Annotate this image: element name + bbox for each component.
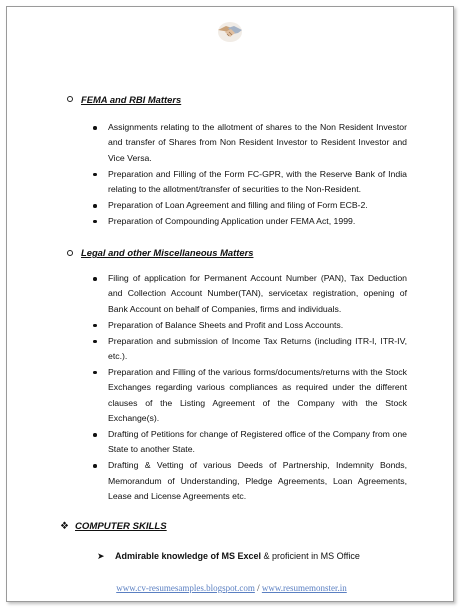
diamond-bullet-icon: ❖ [60, 521, 69, 532]
circle-bullet-icon [67, 250, 73, 256]
list-item: Preparation of Compounding Application under FEMA Act, 1999. [92, 214, 407, 229]
section-title-fema: FEMA and RBI Matters [81, 94, 182, 105]
footer [0, 583, 463, 593]
list-item: Preparation and Filling of the various forms/documents/returns with the Stock Exchanges regarding various compliances as required under the different clauses of the Listing Agreement of the Company with the Stock Exchange(s). [92, 365, 407, 427]
skill-line [115, 551, 360, 561]
arrow-bullet-icon: ➤ [97, 551, 105, 561]
list-item: Assignments relating to the allotment of shares to the Non Resident Investor and transfer of Shares from Non Resident Investor to Resident Investor and Vice Versa. [92, 120, 407, 166]
skill-bold-text: Admirable knowledge of MS Excel [115, 551, 262, 561]
legal-list [92, 271, 407, 505]
handshake-icon [216, 18, 244, 44]
list-item: Drafting & Vetting of various Deeds of Partnership, Indemnity Bonds, Memorandum of Understanding, Pledge Agreements, Loan Agreements, Lease and License Agreements etc. [92, 458, 407, 504]
footer-link-cv-resumesamples[interactable]: www.cv-resumesamples.blogspot.com [116, 583, 255, 593]
footer-link-resumemonster[interactable]: www.resumemonster.in [261, 583, 347, 593]
list-item: Preparation and Filling of the Form FC-GPR, with the Reserve Bank of India relating to the allotment/transfer of securities to the Non-Resident. [92, 167, 407, 198]
section-title-legal: Legal and other Miscellaneous Matters [81, 247, 254, 258]
list-item: Drafting of Petitions for change of Registered office of the Company from one State to another State. [92, 427, 407, 458]
list-item: Filing of application for Permanent Account Number (PAN), Tax Deduction and Collection Account Number(TAN), servicetax registration, opening of Bank Account on behalf of Companies, firms and individuals. [92, 271, 407, 317]
fema-list [92, 120, 407, 230]
computer-skills-title: COMPUTER SKILLS [75, 521, 167, 532]
skill-rest-text: & proficient in MS Office [261, 551, 360, 561]
footer-separator: / [254, 583, 262, 593]
list-item: Preparation of Loan Agreement and filling and filing of Form ECB-2. [92, 198, 407, 213]
circle-bullet-icon [67, 96, 73, 102]
list-item: Preparation and submission of Income Tax Returns (including ITR-I, ITR-IV, etc.). [92, 334, 407, 365]
list-item: Preparation of Balance Sheets and Profit and Loss Accounts. [92, 318, 407, 333]
